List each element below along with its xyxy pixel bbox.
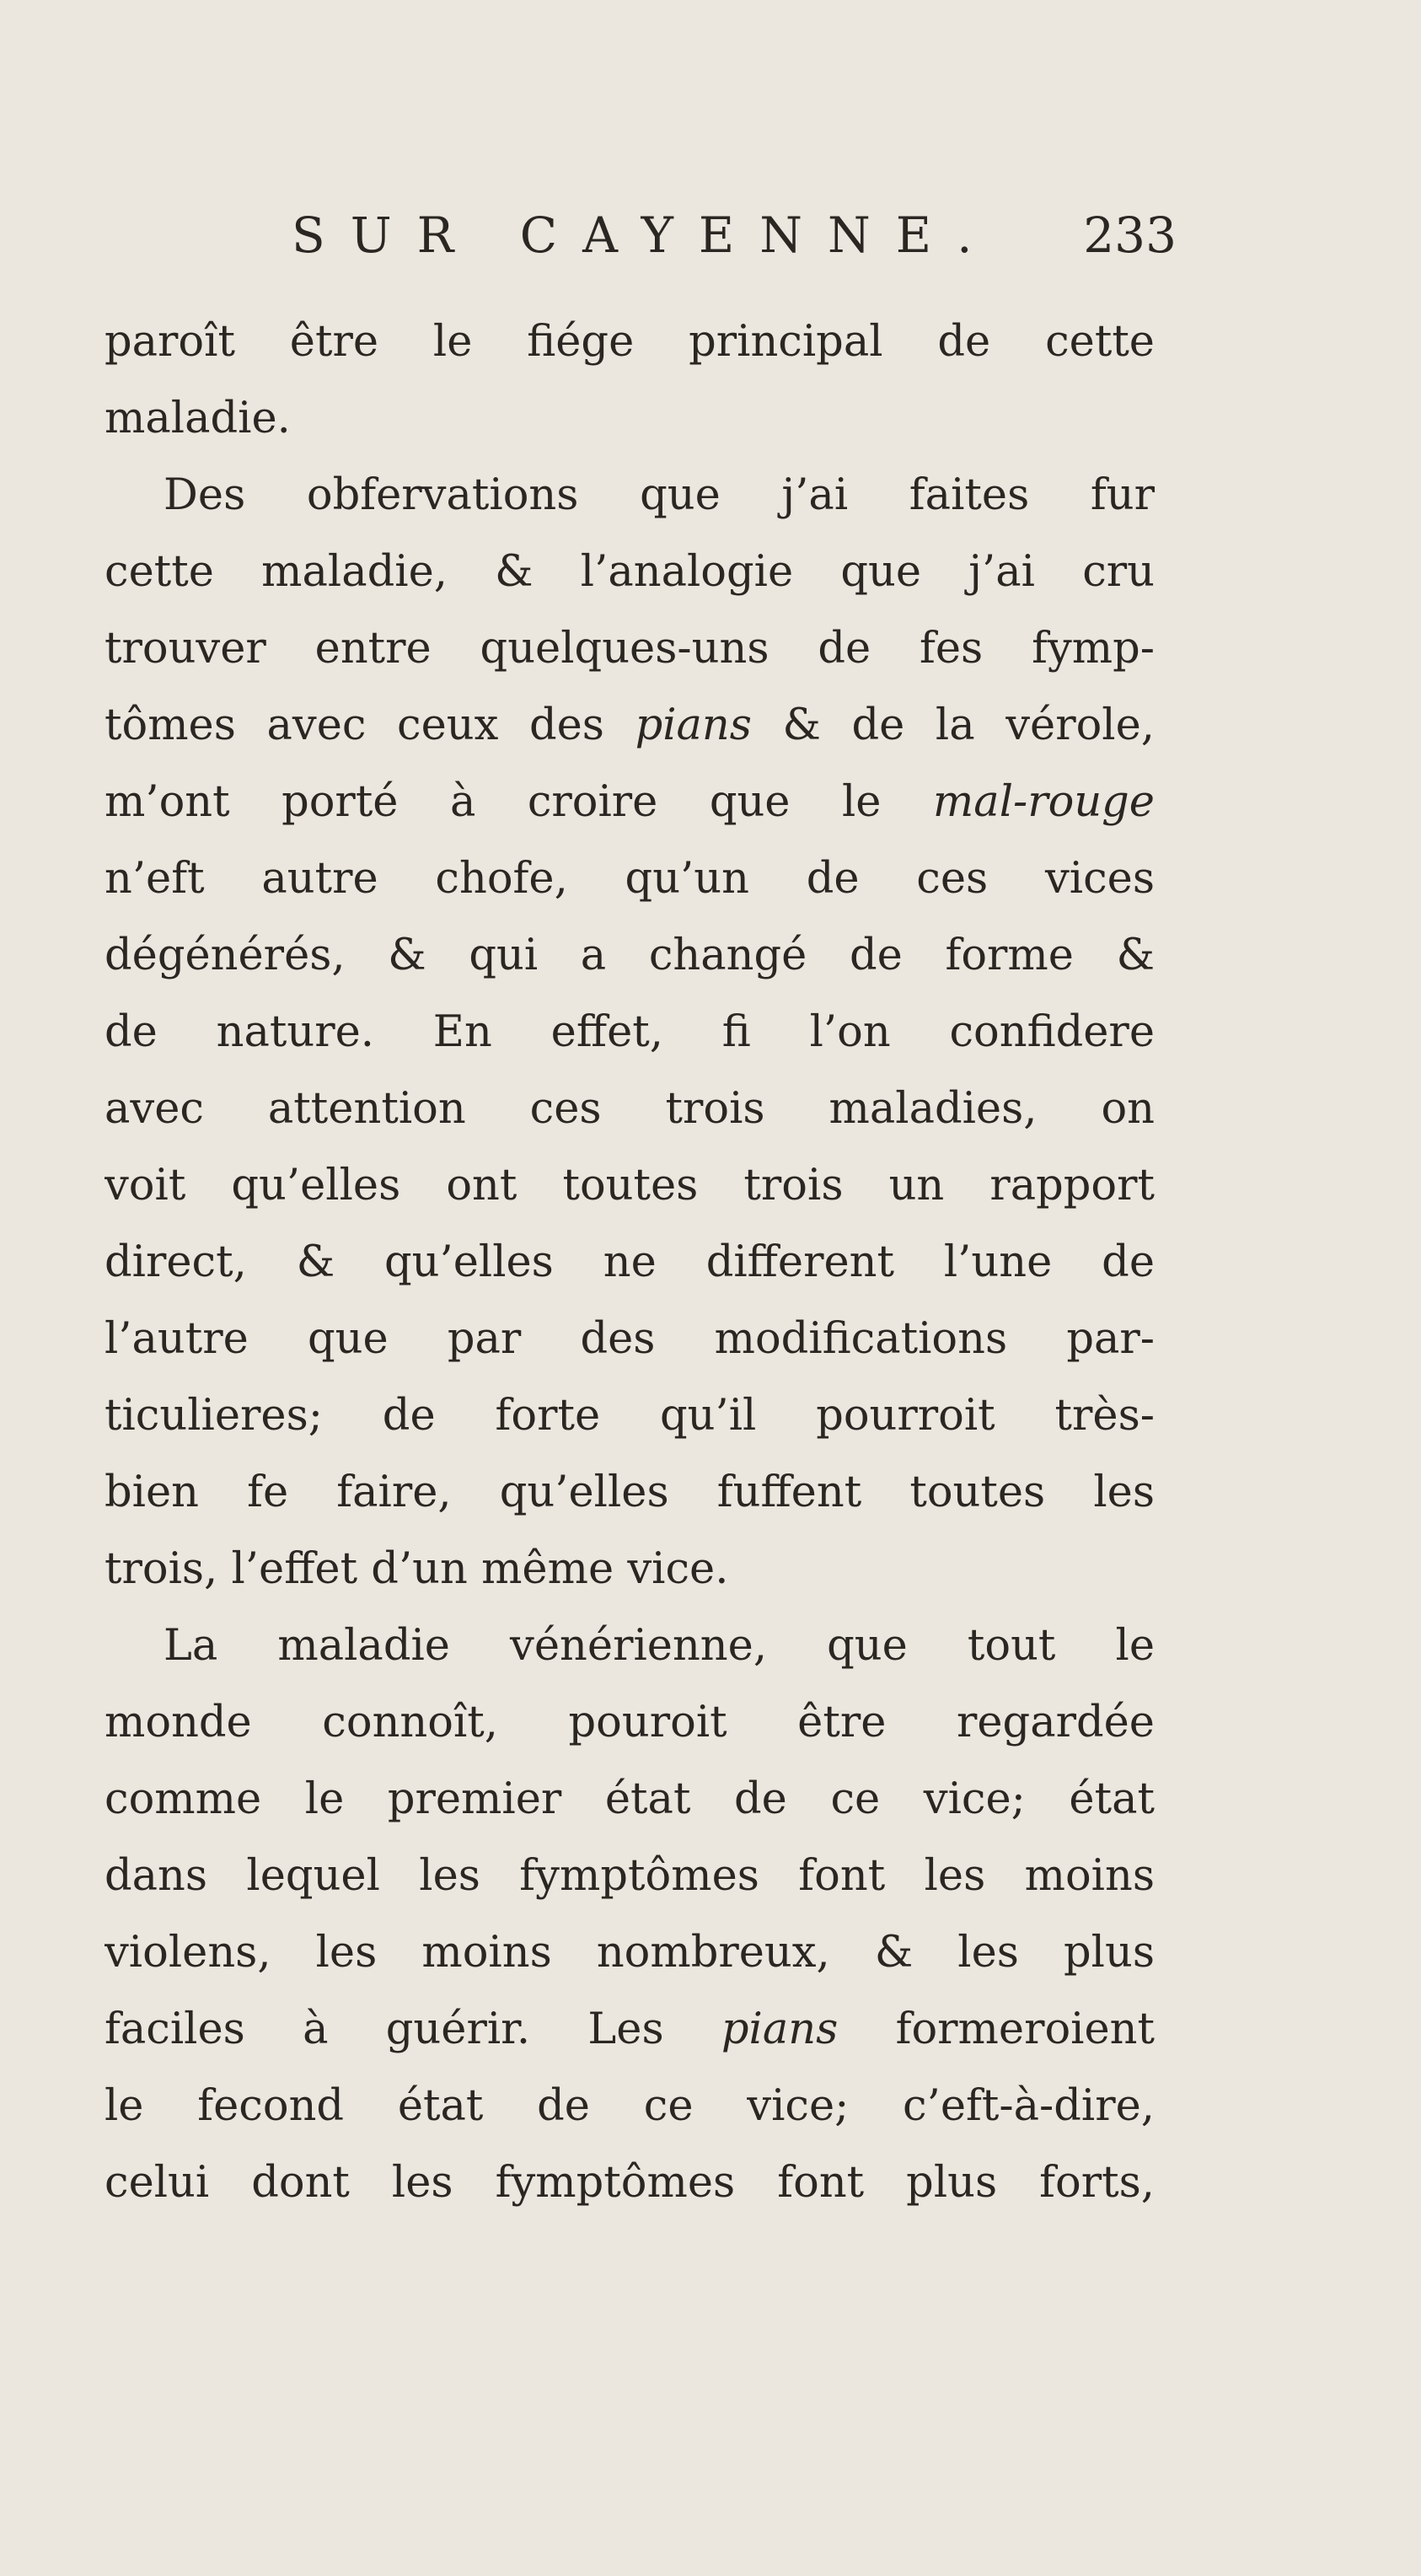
text-line [105, 1071, 1155, 1147]
italic-term: mal-rouge [932, 777, 1155, 827]
text-segment: ticulieres; de forte qu’il pourroit très- [105, 1391, 1155, 1441]
text-segment: dans lequel les fymptômes font les moins [105, 1851, 1155, 1901]
text-line [105, 994, 1155, 1071]
text-line [105, 1531, 1155, 1607]
text-segment: de nature. En effet, fi l’on confidere [105, 1007, 1155, 1057]
text-segment: trouver entre quelques-uns de fes fymp- [105, 624, 1155, 674]
text-segment: Des obfervations que j’ai faites fur [164, 470, 1155, 520]
text-segment: cette maladie, & l’analogie que j’ai cru [105, 547, 1155, 597]
italic-term: pians [721, 2004, 839, 2054]
text-segment: n’eft autre chofe, qu’un de ces vices [105, 854, 1155, 904]
text-segment: m’ont porté à croire que le [105, 777, 933, 827]
text-segment: avec attention ces trois maladies, on [105, 1084, 1155, 1134]
text-segment: La maladie vénérienne, que tout le [164, 1621, 1155, 1671]
text-line [105, 1377, 1155, 1454]
text-line [105, 917, 1155, 994]
text-segment: formeroient [838, 2004, 1155, 2054]
italic-term: pians [635, 700, 752, 750]
text-segment: monde connoît, pouroit être regardée [105, 1698, 1155, 1747]
text-line [105, 380, 1155, 457]
text-line [105, 303, 1155, 380]
text-line [105, 2144, 1155, 2221]
text-segment: voit qu’elles ont toutes trois un rapport [105, 1161, 1155, 1210]
text-segment: paroît être le fiége principal de cette [105, 317, 1155, 367]
page-number: 233 [1083, 207, 1177, 264]
text-line [105, 687, 1155, 764]
text-line [105, 1301, 1155, 1377]
text-segment: comme le premier état de ce vice; état [105, 1774, 1155, 1824]
text-line [105, 1684, 1155, 1761]
text-line [105, 1454, 1155, 1531]
text-segment: celui dont les fymptômes font plus forts, [105, 2158, 1155, 2208]
text-line [105, 1991, 1155, 2068]
text-segment: & de la vérole, [751, 700, 1155, 750]
text-line [105, 534, 1155, 610]
text-segment: faciles à guérir. Les [105, 2004, 721, 2054]
text-line [105, 1147, 1155, 1224]
text-line [105, 1761, 1155, 1838]
page-header [110, 207, 1177, 282]
text-line [105, 2068, 1155, 2144]
text-segment: l’autre que par des modifications par- [105, 1314, 1155, 1364]
text-segment: direct, & qu’elles ne different l’une de [105, 1237, 1155, 1287]
text-line [105, 1838, 1155, 1914]
text-segment: tômes avec ceux des [105, 700, 635, 750]
text-segment: bien fe faire, qu’elles fuffent toutes les [105, 1468, 1155, 1517]
text-segment: dégénérés, & qui a changé de forme & [105, 931, 1155, 980]
text-line [105, 1224, 1155, 1301]
text-line [105, 457, 1155, 534]
text-line [105, 764, 1155, 840]
text-segment: le fecond état de ce vice; c’eft-à-dire, [105, 2081, 1155, 2131]
text-segment: trois, l’effet d’un même vice. [105, 1544, 729, 1594]
running-title: SUR CAYENNE. [292, 207, 998, 264]
text-segment: violens, les moins nombreux, & les plus [105, 1928, 1155, 1978]
text-line [105, 1607, 1155, 1684]
text-line [105, 610, 1155, 687]
text-line [105, 1914, 1155, 1991]
text-segment: maladie. [105, 394, 291, 443]
text-line [105, 840, 1155, 917]
body-text [105, 303, 1155, 2221]
